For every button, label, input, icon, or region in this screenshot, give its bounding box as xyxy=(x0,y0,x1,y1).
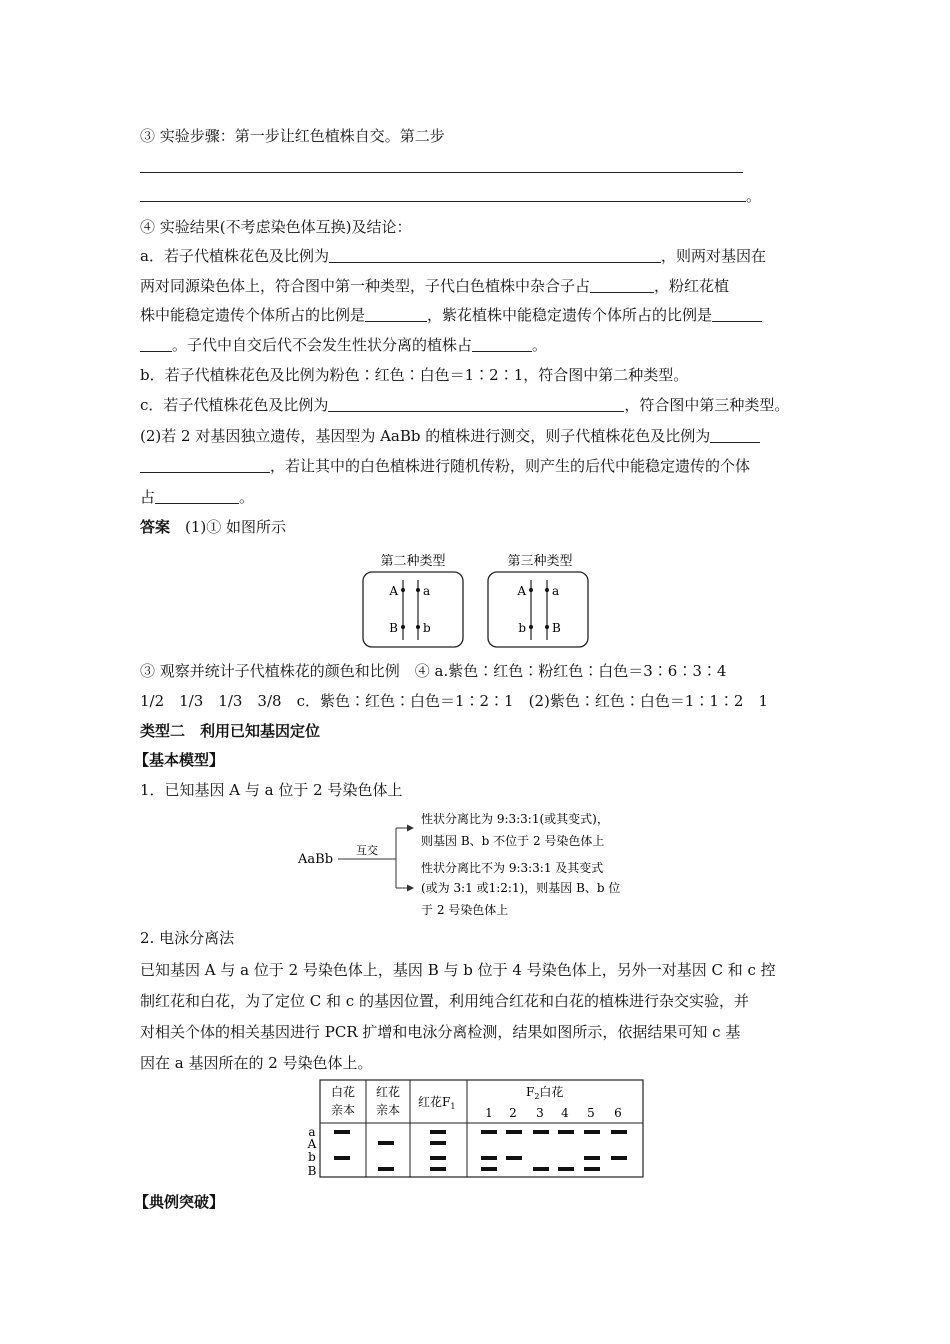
row-label: A xyxy=(307,1137,317,1151)
fill-blank xyxy=(365,306,427,322)
flow-origin: AaBb xyxy=(298,852,334,867)
fill-blank xyxy=(155,488,239,504)
gene-label: a xyxy=(423,584,431,598)
fill-blank xyxy=(590,277,654,293)
gel-band xyxy=(430,1130,446,1134)
para-line: 已知基因 A 与 a 位于 2 号染色体上，基因 B 与 b 位于 4 号染色体上，另外一对基因 C 和 c 控 xyxy=(140,961,776,979)
answer-label: 答案 xyxy=(140,518,171,536)
gel-band xyxy=(481,1130,497,1134)
fill-blank xyxy=(712,306,762,322)
example-heading: 【典例突破】 xyxy=(134,1193,225,1211)
gel-band xyxy=(584,1167,600,1171)
lane-label: 1 xyxy=(485,1106,493,1120)
gel-band xyxy=(611,1156,627,1160)
col3-header: 红花$F_1$ xyxy=(418,1095,456,1111)
col1-header: 白花 xyxy=(330,1085,356,1099)
lane-label: 4 xyxy=(561,1106,569,1120)
gel-band xyxy=(611,1130,627,1134)
gel-band xyxy=(430,1167,446,1171)
flow-upper-text: 则基因 B、b 不位于 2 号染色体上 xyxy=(421,834,605,848)
step4-heading: ④ 实验结果(不考虑染色体互换)及结论： xyxy=(140,218,412,236)
gel-band xyxy=(506,1156,522,1160)
gel-band xyxy=(584,1156,600,1160)
fill-blank xyxy=(710,427,760,443)
period-mark: 。 xyxy=(746,187,762,205)
result-b: b．若子代植株花色及比例为粉色∶红色∶白色＝1∶2∶1，符合图中第二种类型。 xyxy=(140,366,689,384)
gel-band xyxy=(481,1167,497,1171)
gel-band xyxy=(533,1130,549,1134)
col2-header: 亲本 xyxy=(375,1103,401,1117)
fill-blank xyxy=(329,247,661,263)
answer-blank-line-2 xyxy=(140,201,746,202)
gene-locus-dot xyxy=(529,588,533,592)
answer-line1: 答案 (1)① 如图所示 xyxy=(140,518,287,536)
gel-band xyxy=(378,1167,394,1171)
f2-header: $F_2$白花 xyxy=(526,1085,564,1101)
gene-locus-dot xyxy=(401,588,405,592)
result-c: c．若子代植株花色及比例为 ，符合图中第三种类型。 xyxy=(140,396,790,414)
box3-frame xyxy=(488,572,588,647)
gene-locus-dot xyxy=(529,625,533,629)
result-a-line1: a．若子代植株花色及比例为 ，则两对基因在 xyxy=(140,247,766,265)
lane-label: 5 xyxy=(587,1106,595,1120)
fill-blank xyxy=(140,336,172,352)
gel-band xyxy=(430,1156,446,1160)
gene-locus-dot xyxy=(545,625,549,629)
lane-label: 6 xyxy=(614,1106,622,1120)
lane-label: 2 xyxy=(509,1106,517,1120)
flow-lower-text: (或为 3:1 或1:2:1)，则基因 B、b 位 xyxy=(421,881,621,895)
answer-line3: 1/2 1/3 1/3 3/8 c．紫色∶红色∶白色＝1∶2∶1 (2)紫色∶红色∶白色＝1∶1∶2 1 xyxy=(140,692,769,710)
gene-locus-dot xyxy=(416,588,420,592)
gene-locus-dot xyxy=(545,588,549,592)
para-line: 制红花和白花，为了定位 C 和 c 的基因位置，利用纯合红花和白花的植株进行杂交实验，并 xyxy=(140,992,749,1010)
question2-line1: (2)若 2 对基因独立遗传，基因型为 AaBb 的植株进行测交，则子代植株花色及比例为 xyxy=(140,426,760,446)
result-a-line2: 两对同源染色体上，符合图中第一种类型，子代白色植株中杂合子占 ，粉红花植 xyxy=(140,277,730,295)
gel-band xyxy=(558,1130,574,1134)
arrow-head-icon xyxy=(407,825,414,832)
result-a-line4: 。子代中自交后代不会发生性状分离的植株占 。 xyxy=(140,335,547,355)
gel-band xyxy=(506,1130,522,1134)
section-heading-type2: 类型二 利用已知基因定位 xyxy=(140,722,321,740)
gene-label: A xyxy=(517,584,526,598)
gene-label: B xyxy=(389,621,398,635)
gel-band xyxy=(533,1167,549,1171)
flow-lower-text: 性状分离比不为 9:3:3:1 及其变式 xyxy=(421,861,604,875)
gel-band xyxy=(558,1167,574,1171)
basic-model-heading: 【基本模型】 xyxy=(134,751,225,769)
row-label: b xyxy=(308,1150,316,1164)
answer-blank-line-1 xyxy=(140,172,743,173)
col2-header: 红花 xyxy=(375,1085,401,1099)
box2-title: 第二种类型 xyxy=(380,554,446,569)
col1-header: 亲本 xyxy=(330,1103,356,1117)
row-label: B xyxy=(307,1164,317,1178)
gene-label: B xyxy=(552,621,561,635)
row-label: a xyxy=(308,1125,316,1139)
flow-upper-text: 性状分离比为 9:3:3:1(或其变式)， xyxy=(421,812,609,826)
fill-blank xyxy=(328,396,624,412)
question2-line2: ，若让其中的白色植株进行随机传粉，则产生的后代中能稳定遗传的个体 xyxy=(140,456,750,476)
item1-text: 1．已知基因 A 与 a 位于 2 号染色体上 xyxy=(140,781,403,799)
box3-title: 第三种类型 xyxy=(507,554,573,569)
flow-arrow-label: 互交 xyxy=(356,844,378,857)
electrophoresis-gel-figure xyxy=(300,1078,650,1180)
fill-blank xyxy=(472,336,532,352)
question2-line3: 占 。 xyxy=(140,488,255,506)
arrow-head-icon xyxy=(407,885,414,892)
gene-locus-dot xyxy=(416,625,420,629)
gel-band xyxy=(378,1141,394,1145)
answer-line2: ③ 观察并统计子代植株花的颜色和比例 ④ a.紫色∶红色∶粉红色∶白色＝3∶6∶3∶4 xyxy=(140,662,727,680)
gene-label: b xyxy=(518,621,526,635)
gene-label: A xyxy=(389,584,398,598)
gel-band xyxy=(481,1156,497,1160)
gel-band xyxy=(334,1156,350,1160)
box2-frame xyxy=(363,572,463,647)
para-line: 因在 a 基因所在的 2 号染色体上。 xyxy=(140,1054,373,1072)
flow-lower-text: 于 2 号染色体上 xyxy=(421,903,509,917)
gel-band xyxy=(584,1130,600,1134)
lane-label: 3 xyxy=(536,1106,544,1120)
cross-flow-diagram xyxy=(296,808,656,924)
step3-label: ③ 实验步骤：第一步让红色植株自交。第二步 xyxy=(140,127,445,145)
result-a-line3: 株中能稳定遗传个体所占的比例是 ，紫花植株中能稳定遗传个体所占的比例是 xyxy=(140,305,762,325)
gene-label: a xyxy=(552,584,560,598)
gene-locus-dot xyxy=(401,625,405,629)
gel-band xyxy=(430,1141,446,1145)
para-line: 对相关个体的相关基因进行 PCR 扩增和电泳分离检测，结果如图所示，依据结果可知 c 基 xyxy=(140,1023,741,1041)
chromosome-type-diagram xyxy=(360,548,592,650)
item2-text: 2. 电泳分离法 xyxy=(140,929,235,947)
gel-frame xyxy=(320,1080,643,1177)
gene-label: b xyxy=(423,621,431,635)
fill-blank xyxy=(140,457,270,473)
gel-band xyxy=(334,1130,350,1134)
